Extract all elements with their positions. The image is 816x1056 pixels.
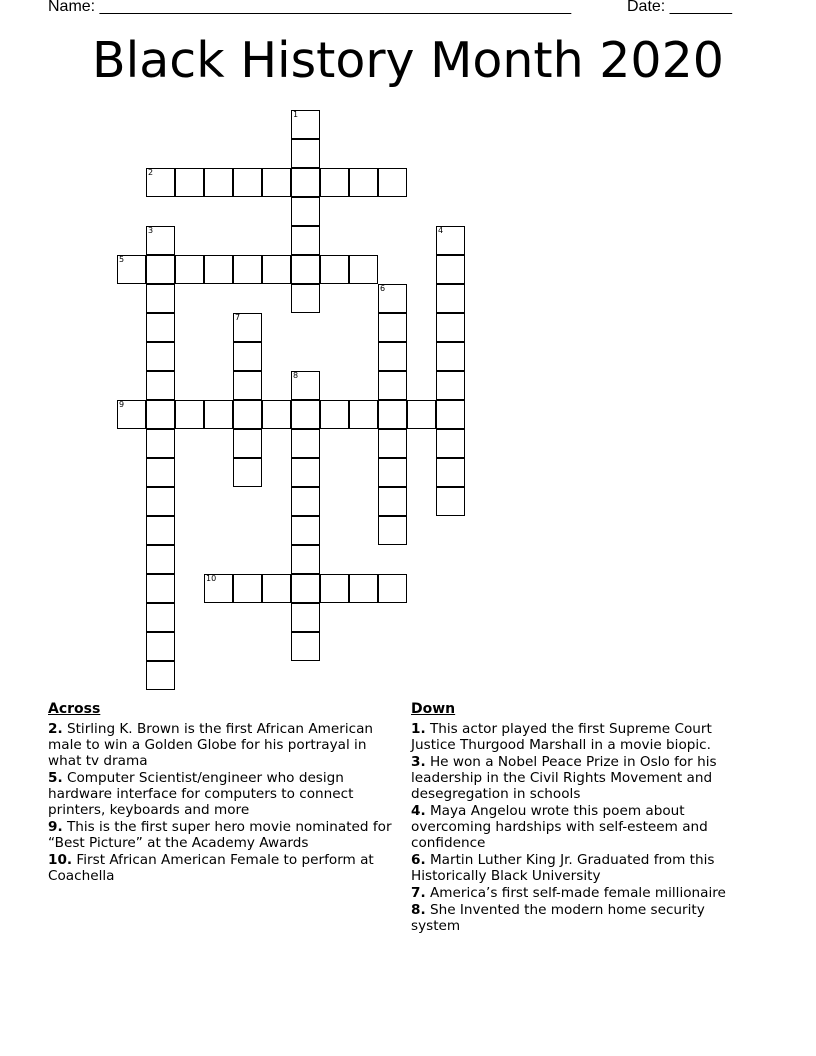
cell-number: 2 <box>148 168 154 177</box>
grid-cell[interactable] <box>233 255 262 284</box>
cell-number: 1 <box>293 110 299 119</box>
grid-cell[interactable] <box>291 574 320 603</box>
grid-cell[interactable] <box>436 458 465 487</box>
grid-cell[interactable] <box>378 371 407 400</box>
clue-number: 9. <box>48 819 63 835</box>
grid-cell[interactable] <box>146 458 175 487</box>
grid-cell[interactable] <box>291 632 320 661</box>
clue-down-6 <box>411 852 756 884</box>
grid-cell[interactable] <box>204 574 233 603</box>
grid-cell[interactable] <box>233 342 262 371</box>
grid-cell[interactable] <box>146 661 175 690</box>
grid-cell[interactable] <box>436 255 465 284</box>
across-clues <box>48 700 393 885</box>
grid-cell[interactable] <box>436 313 465 342</box>
grid-cell[interactable] <box>436 342 465 371</box>
cell-number: 10 <box>206 574 217 583</box>
clue-down-4 <box>411 803 756 851</box>
grid-cell[interactable] <box>378 487 407 516</box>
clue-text: He won a Nobel Peace Prize in Oslo for his leadership in the Civil Rights Movement and desegregation in schools <box>411 754 717 802</box>
grid-cell[interactable] <box>291 487 320 516</box>
grid-cell[interactable] <box>436 487 465 516</box>
clue-across-9 <box>48 819 393 851</box>
grid-cell[interactable] <box>146 226 175 255</box>
grid-cell[interactable] <box>349 255 378 284</box>
grid-cell[interactable] <box>436 226 465 255</box>
grid-cell[interactable] <box>291 197 320 226</box>
clue-number: 7. <box>411 885 426 901</box>
grid-cell[interactable] <box>349 574 378 603</box>
grid-cell[interactable] <box>436 429 465 458</box>
grid-cell[interactable] <box>291 545 320 574</box>
clue-number: 5. <box>48 770 63 786</box>
grid-cell[interactable] <box>320 574 349 603</box>
grid-cell[interactable] <box>146 371 175 400</box>
grid-cell[interactable] <box>378 458 407 487</box>
clue-text: She Invented the modern home security system <box>411 902 705 934</box>
grid-cell[interactable] <box>291 603 320 632</box>
clue-down-1 <box>411 721 756 753</box>
grid-cell[interactable] <box>146 574 175 603</box>
grid-cell[interactable] <box>262 574 291 603</box>
grid-cell[interactable] <box>378 342 407 371</box>
clue-text: Maya Angelou wrote this poem about overcoming hardships with self-esteem and confidence <box>411 803 708 851</box>
grid-cell[interactable] <box>378 429 407 458</box>
grid-cell[interactable] <box>233 313 262 342</box>
grid-cell[interactable] <box>146 168 175 197</box>
grid-cell[interactable] <box>146 255 175 284</box>
grid-cell[interactable] <box>378 284 407 313</box>
grid-cell[interactable] <box>233 168 262 197</box>
clue-text: This is the first super hero movie nominated for “Best Picture” at the Academy Awards <box>48 819 392 851</box>
grid-cell[interactable] <box>146 487 175 516</box>
grid-cell[interactable] <box>291 371 320 400</box>
grid-cell[interactable] <box>291 139 320 168</box>
clue-text: Stirling K. Brown is the first African American male to win a Golden Globe for his portrayal in what tv drama <box>48 721 374 769</box>
grid-cell[interactable] <box>233 400 262 429</box>
grid-cell[interactable] <box>349 400 378 429</box>
clue-down-3 <box>411 754 756 802</box>
clue-number: 10. <box>48 852 73 868</box>
grid-cell[interactable] <box>146 603 175 632</box>
grid-cell[interactable] <box>436 400 465 429</box>
grid-cell[interactable] <box>233 574 262 603</box>
grid-cell[interactable] <box>291 110 320 139</box>
date-field-label: Date: _______ <box>627 0 732 15</box>
clue-number: 2. <box>48 721 63 737</box>
grid-cell[interactable] <box>378 574 407 603</box>
page-title: Black History Month 2020 <box>92 32 724 89</box>
name-field-label: Name: _____________________________________________________ <box>48 0 572 15</box>
grid-cell[interactable] <box>378 313 407 342</box>
cell-number: 6 <box>380 284 386 293</box>
grid-cell[interactable] <box>262 168 291 197</box>
grid-cell[interactable] <box>378 516 407 545</box>
across-heading: Across <box>48 701 101 717</box>
grid-cell[interactable] <box>117 400 146 429</box>
clue-text: Computer Scientist/engineer who design hardware interface for computers to connect printers, keyboards and more <box>48 770 354 818</box>
grid-cell[interactable] <box>291 226 320 255</box>
down-clues <box>411 700 756 935</box>
grid-cell[interactable] <box>378 400 407 429</box>
clue-across-2 <box>48 721 393 769</box>
grid-cell[interactable] <box>291 255 320 284</box>
clue-number: 3. <box>411 754 426 770</box>
cell-number: 8 <box>293 371 299 380</box>
clue-number: 1. <box>411 721 426 737</box>
grid-cell[interactable] <box>407 400 436 429</box>
grid-cell[interactable] <box>146 400 175 429</box>
clue-text: Martin Luther King Jr. Graduated from this Historically Black University <box>411 852 715 884</box>
grid-cell[interactable] <box>320 255 349 284</box>
grid-cell[interactable] <box>262 255 291 284</box>
grid-cell[interactable] <box>291 168 320 197</box>
grid-cell[interactable] <box>146 545 175 574</box>
clue-down-8 <box>411 902 756 934</box>
grid-cell[interactable] <box>117 255 146 284</box>
grid-cell[interactable] <box>175 168 204 197</box>
grid-cell[interactable] <box>291 284 320 313</box>
grid-cell[interactable] <box>378 168 407 197</box>
cell-number: 3 <box>148 226 154 235</box>
cell-number: 5 <box>119 255 125 264</box>
grid-cell[interactable] <box>204 400 233 429</box>
grid-cell[interactable] <box>349 168 378 197</box>
clue-text: First African American Female to perform at Coachella <box>48 852 374 884</box>
grid-cell[interactable] <box>146 632 175 661</box>
grid-cell[interactable] <box>146 516 175 545</box>
grid-cell[interactable] <box>320 168 349 197</box>
grid-cell[interactable] <box>175 255 204 284</box>
grid-cell[interactable] <box>436 371 465 400</box>
grid-cell[interactable] <box>146 342 175 371</box>
clue-across-10 <box>48 852 393 884</box>
grid-cell[interactable] <box>233 458 262 487</box>
grid-cell[interactable] <box>436 284 465 313</box>
clue-down-7 <box>411 885 756 901</box>
grid-cell[interactable] <box>291 429 320 458</box>
grid-cell[interactable] <box>204 255 233 284</box>
clue-across-5 <box>48 770 393 818</box>
clue-number: 8. <box>411 902 426 918</box>
down-heading: Down <box>411 701 456 717</box>
grid-cell[interactable] <box>291 516 320 545</box>
clue-text: America’s first self-made female millionaire <box>429 885 726 901</box>
grid-cell[interactable] <box>146 313 175 342</box>
grid-cell[interactable] <box>291 400 320 429</box>
grid-cell[interactable] <box>320 400 349 429</box>
grid-cell[interactable] <box>291 458 320 487</box>
grid-cell[interactable] <box>233 371 262 400</box>
grid-cell[interactable] <box>204 168 233 197</box>
clue-number: 4. <box>411 803 426 819</box>
clue-text: This actor played the first Supreme Court Justice Thurgood Marshall in a movie biopic. <box>411 721 712 753</box>
cell-number: 9 <box>119 400 125 409</box>
clue-number: 6. <box>411 852 426 868</box>
grid-cell[interactable] <box>233 429 262 458</box>
grid-cell[interactable] <box>146 284 175 313</box>
grid-cell[interactable] <box>146 429 175 458</box>
cell-number: 7 <box>235 313 241 322</box>
cell-number: 4 <box>438 226 444 235</box>
grid-cell[interactable] <box>175 400 204 429</box>
grid-cell[interactable] <box>262 400 291 429</box>
